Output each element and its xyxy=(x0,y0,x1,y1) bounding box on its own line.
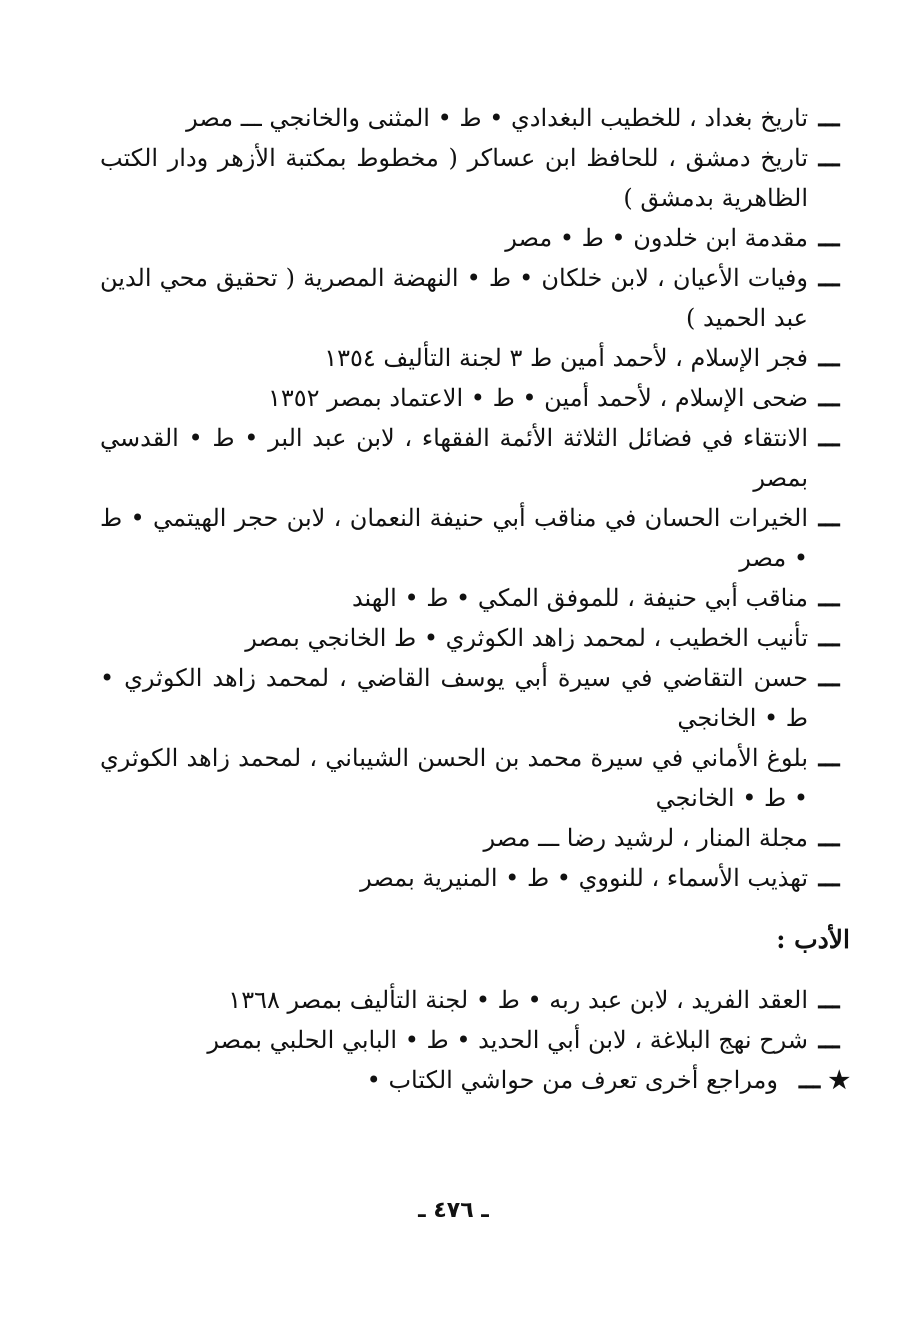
reference-entry xyxy=(100,218,850,258)
dash-bullet: ـــ xyxy=(818,503,840,532)
page-number: ـ ٤٧٦ ـ xyxy=(418,1198,489,1223)
reference-entry xyxy=(100,378,850,418)
reference-entry xyxy=(100,980,850,1020)
dash-bullet: ـــ xyxy=(818,423,840,452)
reference-text: تاريخ بغداد ، للخطيب البغدادي • ط • المثنى والخانجي ـــ مصر xyxy=(186,104,808,132)
dash-bullet: ـــ xyxy=(818,1025,840,1054)
dash-bullet: ـــ xyxy=(818,383,840,412)
reference-entry xyxy=(100,418,850,498)
reference-entry xyxy=(100,138,850,218)
reference-entry xyxy=(100,498,850,578)
dash-bullet: ـــ xyxy=(818,143,840,172)
reference-text: حسن التقاضي في سيرة أبي يوسف القاضي ، لمحمد زاهد الكوثري • ط • الخانجي xyxy=(100,664,808,732)
reference-entry xyxy=(100,738,850,818)
reference-entry xyxy=(100,578,850,618)
dash-bullet: ـــ xyxy=(818,583,840,612)
reference-text: الانتقاء في فضائل الثلاثة الأئمة الفقهاء ، لابن عبد البر • ط • القدسي بمصر xyxy=(100,424,808,492)
closing-note xyxy=(100,1060,850,1100)
reference-text: مناقب أبي حنيفة ، للموفق المكي • ط • الهند xyxy=(351,584,808,612)
reference-text: مقدمة ابن خلدون • ط • مصر xyxy=(505,224,808,252)
dash-bullet: ـــ xyxy=(818,985,840,1014)
reference-text: بلوغ الأماني في سيرة محمد بن الحسن الشيباني ، لمحمد زاهد الكوثري • ط • الخانجي xyxy=(100,744,808,812)
section-heading-literature: الأدب : xyxy=(776,925,850,954)
closing-note-text: ومراجع أخرى تعرف من حواشي الكتاب • xyxy=(366,1066,778,1094)
dash-bullet: ـــ xyxy=(818,263,840,292)
reference-entry xyxy=(100,658,850,738)
reference-entry xyxy=(100,858,850,898)
dash-bullet: ـــ xyxy=(818,663,840,692)
reference-text: شرح نهج البلاغة ، لابن أبي الحديد • ط • البابي الحلبي بمصر xyxy=(207,1026,808,1054)
reference-text: تهذيب الأسماء ، للنووي • ط • المنيرية بمصر xyxy=(360,864,808,892)
reference-entry xyxy=(100,818,850,858)
reference-entry xyxy=(100,338,850,378)
bibliography-page xyxy=(100,98,850,1100)
reference-entry xyxy=(100,1020,850,1060)
reference-text: العقد الفريد ، لابن عبد ربه • ط • لجنة التأليف بمصر ١٣٦٨ xyxy=(228,986,808,1014)
dash-bullet: ـــ xyxy=(818,223,840,252)
reference-text: مجلة المنار ، لرشيد رضا ـــ مصر xyxy=(483,824,808,852)
reference-text: فجر الإسلام ، لأحمد أمين ط ٣ لجنة التأليف ١٣٥٤ xyxy=(324,344,808,372)
dash-bullet: ـــ xyxy=(818,343,840,372)
reference-text: تأنيب الخطيب ، لمحمد زاهد الكوثري • ط الخانجي بمصر xyxy=(245,624,808,652)
dash-bullet: ـــ xyxy=(818,103,840,132)
dash-bullet: ـــ xyxy=(818,823,840,852)
reference-entry xyxy=(100,258,850,338)
reference-text: الخيرات الحسان في مناقب أبي حنيفة النعمان ، لابن حجر الهيتمي • ط • مصر xyxy=(100,504,808,572)
dash-bullet: ـــ xyxy=(818,863,840,892)
reference-text: تاريخ دمشق ، للحافظ ابن عساكر ( مخطوط بمكتبة الأزهر ودار الكتب الظاهرية بدمشق ) xyxy=(100,144,808,212)
reference-text: ضحى الإسلام ، لأحمد أمين • ط • الاعتماد بمصر ١٣٥٢ xyxy=(267,384,808,412)
reference-text: وفيات الأعيان ، لابن خلكان • ط • النهضة المصرية ( تحقيق محي الدين عبد الحميد ) xyxy=(100,264,808,332)
reference-entry xyxy=(100,618,850,658)
reference-entry xyxy=(100,98,850,138)
star-icon: ★ ـــ xyxy=(799,1065,850,1094)
dash-bullet: ـــ xyxy=(818,743,840,772)
dash-bullet: ـــ xyxy=(818,623,840,652)
